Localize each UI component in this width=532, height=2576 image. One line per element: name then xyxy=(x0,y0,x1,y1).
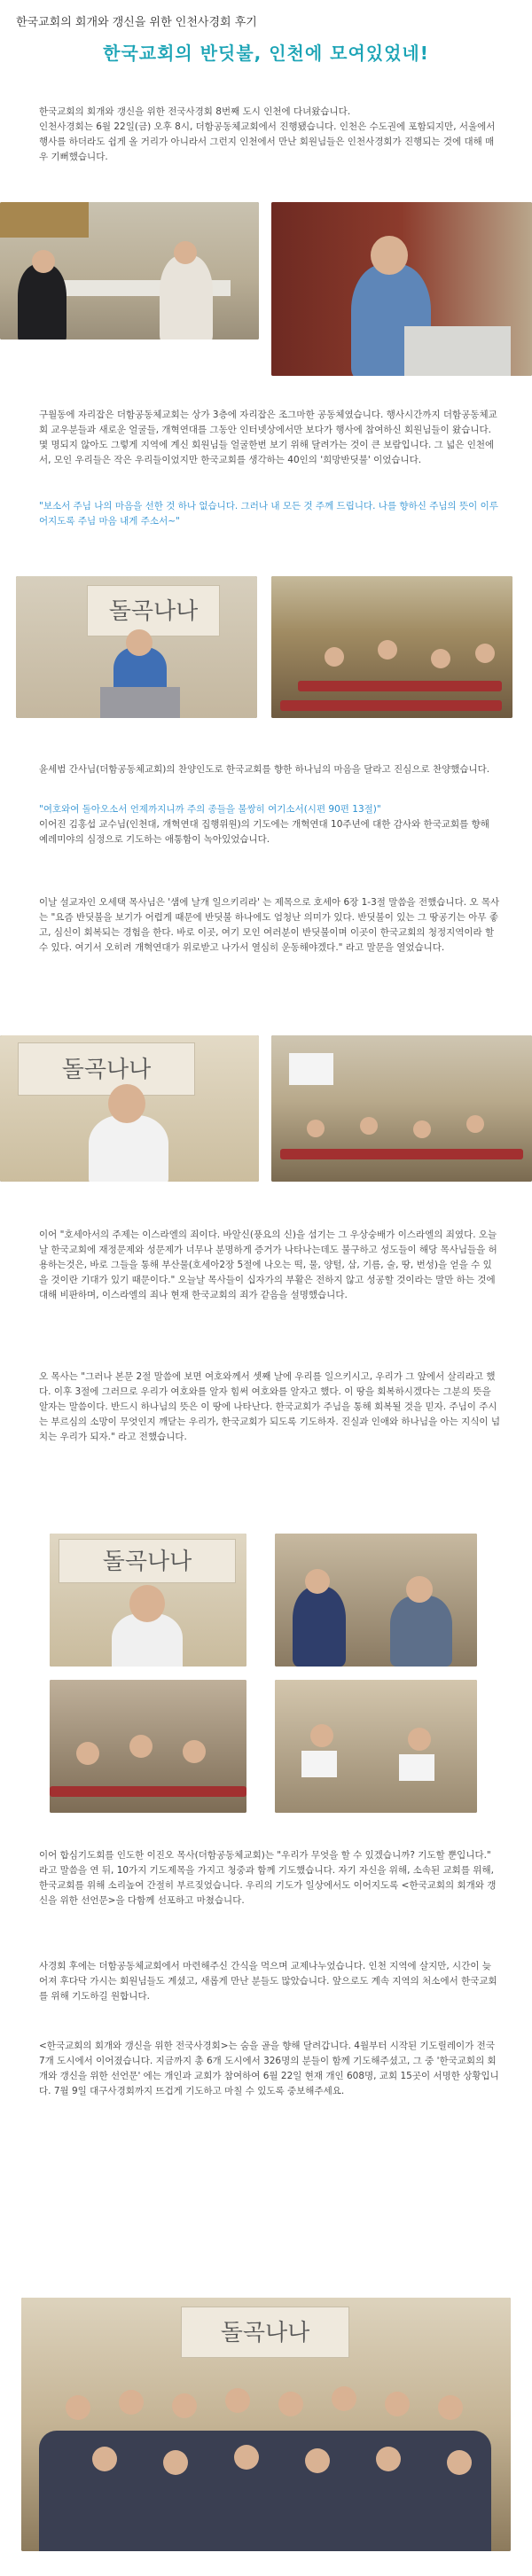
quote-1: "보소서 주님 나의 마음을 선한 것 하나 없습니다. 그러나 내 모든 것 주께 드립니다. 나를 향하신 주님의 뜻이 이루어지도록 주님 마음 내게 주소서~" xyxy=(39,501,498,527)
photo-audience-wide xyxy=(271,1035,532,1182)
photo-speaker-at-podium xyxy=(271,202,532,376)
photo-group-final xyxy=(21,2298,511,2551)
paragraph-1: 한국교회의 회개와 갱신을 위한 전국사경회 8번째 도시 인천에 다녀왔습니다. xyxy=(39,106,351,117)
paragraph-block-hope xyxy=(39,1370,500,1445)
paragraph-block-praise xyxy=(39,762,500,777)
paragraph-10: 사경회 후에는 더함공동체교회에서 마련해주신 간식을 먹으며 교제나누었습니다. 인천 지역에 살지만, 시간이 늦어져 후다닥 가시는 회원님들도 계셨고, 새롭게 만난 분들도 많았습니다. 앞으로도 계속 지역의 처소에서 한국교회를 위해 기도하길 원합니다. xyxy=(39,1961,497,2002)
photo-congregation xyxy=(271,576,512,718)
event-banner-3: 돌곡나나 xyxy=(59,1539,236,1583)
paragraph-2: 인천사경회는 6월 22일(금) 오후 8시, 더함공동체교회에서 진행됐습니다. 인천은 수도권에 포함되지만, 서울에서 행사를 하더라도 쉽게 올 거리가 아니라서 그런지 인천에서 만난 회원님들은 인천사경회가 진행되는 것에 대해 매우 기뻐했습니다. xyxy=(39,121,496,162)
event-banner-2: 돌곡나나 xyxy=(18,1042,195,1096)
photo-group-prayer-3 xyxy=(275,1680,477,1813)
intro-paragraph xyxy=(39,105,500,165)
photo-registration-desk xyxy=(0,202,259,340)
paragraph-block-hosea xyxy=(39,1228,500,1303)
paragraph-7: 이어 "호세아서의 주제는 이스라엘의 죄이다. 바알신(풍요의 신)을 섬기는 그 우상숭배가 이스라엘의 죄였다. 오늘날 한국교회에 재정문제와 성문제가 너무나 분명하게 증거가 나타나는데도 불구하고 성도들이 해당 목사님들을 허용하는것은, 바로 그들을 통해 부산물(호세아2장 5절에 나오는 떡, 물, 양털, 삼, 기름, 술, 땅, 번성)을 얻을 수 있을 것이란 기대가 있기 때문이다." 오늘날 목사들이 십자가의 부활은 전하지 않고 성공할 것이라는 말만 하는 것에 대해 비판하며, 이스라엘의 죄나 현재 한국교회의 죄가 같음을 설명했습니다. xyxy=(39,1229,497,1300)
paragraph-5: 이어진 김홍섭 교수님(인천대, 개혁연대 집행위원)의 기도에는 개혁연대 10주년에 대한 감사와 한국교회를 향해 예레미야의 심정으로 기도하는 애통함이 녹아있었습니다. xyxy=(39,819,489,845)
event-banner-4: 돌곡나나 xyxy=(181,2307,349,2358)
paragraph-block-fellowship xyxy=(39,1959,500,2004)
photo-preacher xyxy=(0,1035,259,1182)
paragraph-6: 이날 설교자인 오세택 목사님은 '샘에 날개 일으키리라' 는 제목으로 호세아 6장 1-3절 말씀을 전했습니다. 오 목사는 "요즘 반딧불을 보기가 어렵게 때문에 반딧불 하나에도 엄청난 의미가 있다. 반딧불이 있는 그 땅공기는 아무 좋고, 심신이 회복되는 경험을 한다. 바로 이곳, 여기 모인 여러분이 반딧불이며 이곳이 한국교회의 청정지역이라 할 수 있다. 여기서 오히려 개혁연대가 위로받고 나가서 열심히 운동해야겠다." 라고 말문을 열었습니다. xyxy=(39,897,500,953)
paragraph-3: 구월동에 자리잡은 더함공동체교회는 상가 3층에 자리잡은 조그마한 공동체였습니다. 행사시간까지 더함공동체교회 교우분들과 새로운 얼굴들, 개혁연대를 그동안 인터넷상에서만 보다가 행사에 참여하신 회원님들이 왔습니다. 몇 명되지 않아도 그렇게 지역에 계신 회원님들 얼굴한번 보기 위해 달려가는 것이 큰 보람입니다. 그 넓은 인천에서, 모인 우리들은 작은 우리들이었지만 한국교회를 생각하는 40인의 '희망반딧불' 이었습니다. xyxy=(39,410,497,465)
paragraph-block-prayer xyxy=(39,802,500,847)
photo-worship-leader xyxy=(16,576,257,718)
article-headline: 한국교회의 반딧불, 인천에 모여있었네! xyxy=(103,43,429,64)
event-banner: 돌곡나나 xyxy=(87,585,220,636)
quote-2: "여호와여 돌아오소서 언제까지니까 주의 종들을 불쌍히 여기소서(시편 90편 13절)" xyxy=(39,804,381,815)
paragraph-block-venue xyxy=(39,408,500,468)
paragraph-4: 윤세범 간사님(더함공동체교회)의 찬양인도로 한국교회를 향한 하나님의 마음을 달라고 진심으로 찬양했습니다. xyxy=(39,764,490,775)
paragraph-8: 오 목사는 "그러나 본문 2절 말씀에 보면 여호와께서 셋째 날에 우리를 일으키시고, 우리가 그 앞에서 살리라고 했다. 이후 3절에 그러므로 우리가 여호와를 알자 힘써 여호와를 알자고 했다. 이 땅을 회복하시겠다는 그분의 뜻을 알자는 말씀이다. 반드시 하나님의 뜻은 이 땅에 나타난다. 한국교회가 주님을 통해 회복될 것을 믿자. 주님이 주시는 부르심의 소망이 무엇인지 깨닫는 우리가, 한국교회가 되도록 기도하자. 진실과 인애와 하나님을 아는 지식이 넘치는 우리가 되자." 라고 전했습니다. xyxy=(39,1371,500,1442)
paragraph-block-closing xyxy=(39,2039,500,2099)
photo-group-prayer-1 xyxy=(275,1534,477,1667)
photo-prayer-leader xyxy=(50,1534,246,1667)
article-top-label: 한국교회의 회개와 갱신을 위한 인천사경회 후기 xyxy=(16,16,257,29)
paragraph-block-sermon xyxy=(39,895,500,956)
quote-block-worship xyxy=(39,499,500,529)
paragraph-block-group-prayer xyxy=(39,1848,500,1909)
photo-group-prayer-2 xyxy=(50,1680,246,1813)
paragraph-11: <한국교회의 회개와 갱신을 위한 전국사경회>는 숨을 골을 향해 달려갑니다. 4월부터 시작된 기도릴레이가 전국 7개 도시에서 이어졌습니다. 지금까지 총 6개 도시에서 326명의 분들이 함께 기도해주셨고, 그 중 '한국교회의 회개와 갱신을 위한 선언문' 에는 개인과 교회가 참여하여 6월 22일 현재 개인 608명, 교회 15곳이 서명한 상황입니다. 7월 9일 대구사경회까지 뜨겁게 기도하고 마칠 수 있도록 중보해주세요. xyxy=(39,2041,499,2096)
paragraph-9: 이어 합심기도회를 인도한 이진오 목사(더함공동체교회)는 "우리가 무엇을 할 수 있겠습니까? 기도할 뿐입니다." 라고 말씀을 연 뒤, 10가지 기도제목을 가지고 청중과 함께 기도했습니다. 자기 자신을 위해, 소속된 교회를 위해, 한국교회를 위해 소리높여 간절히 부르짖었습니다. 우리의 기도가 일상에서도 이어지도록 <한국교회의 회개와 갱신을 위한 선언문>을 다함께 선포하고 마쳤습니다. xyxy=(39,1850,497,1906)
